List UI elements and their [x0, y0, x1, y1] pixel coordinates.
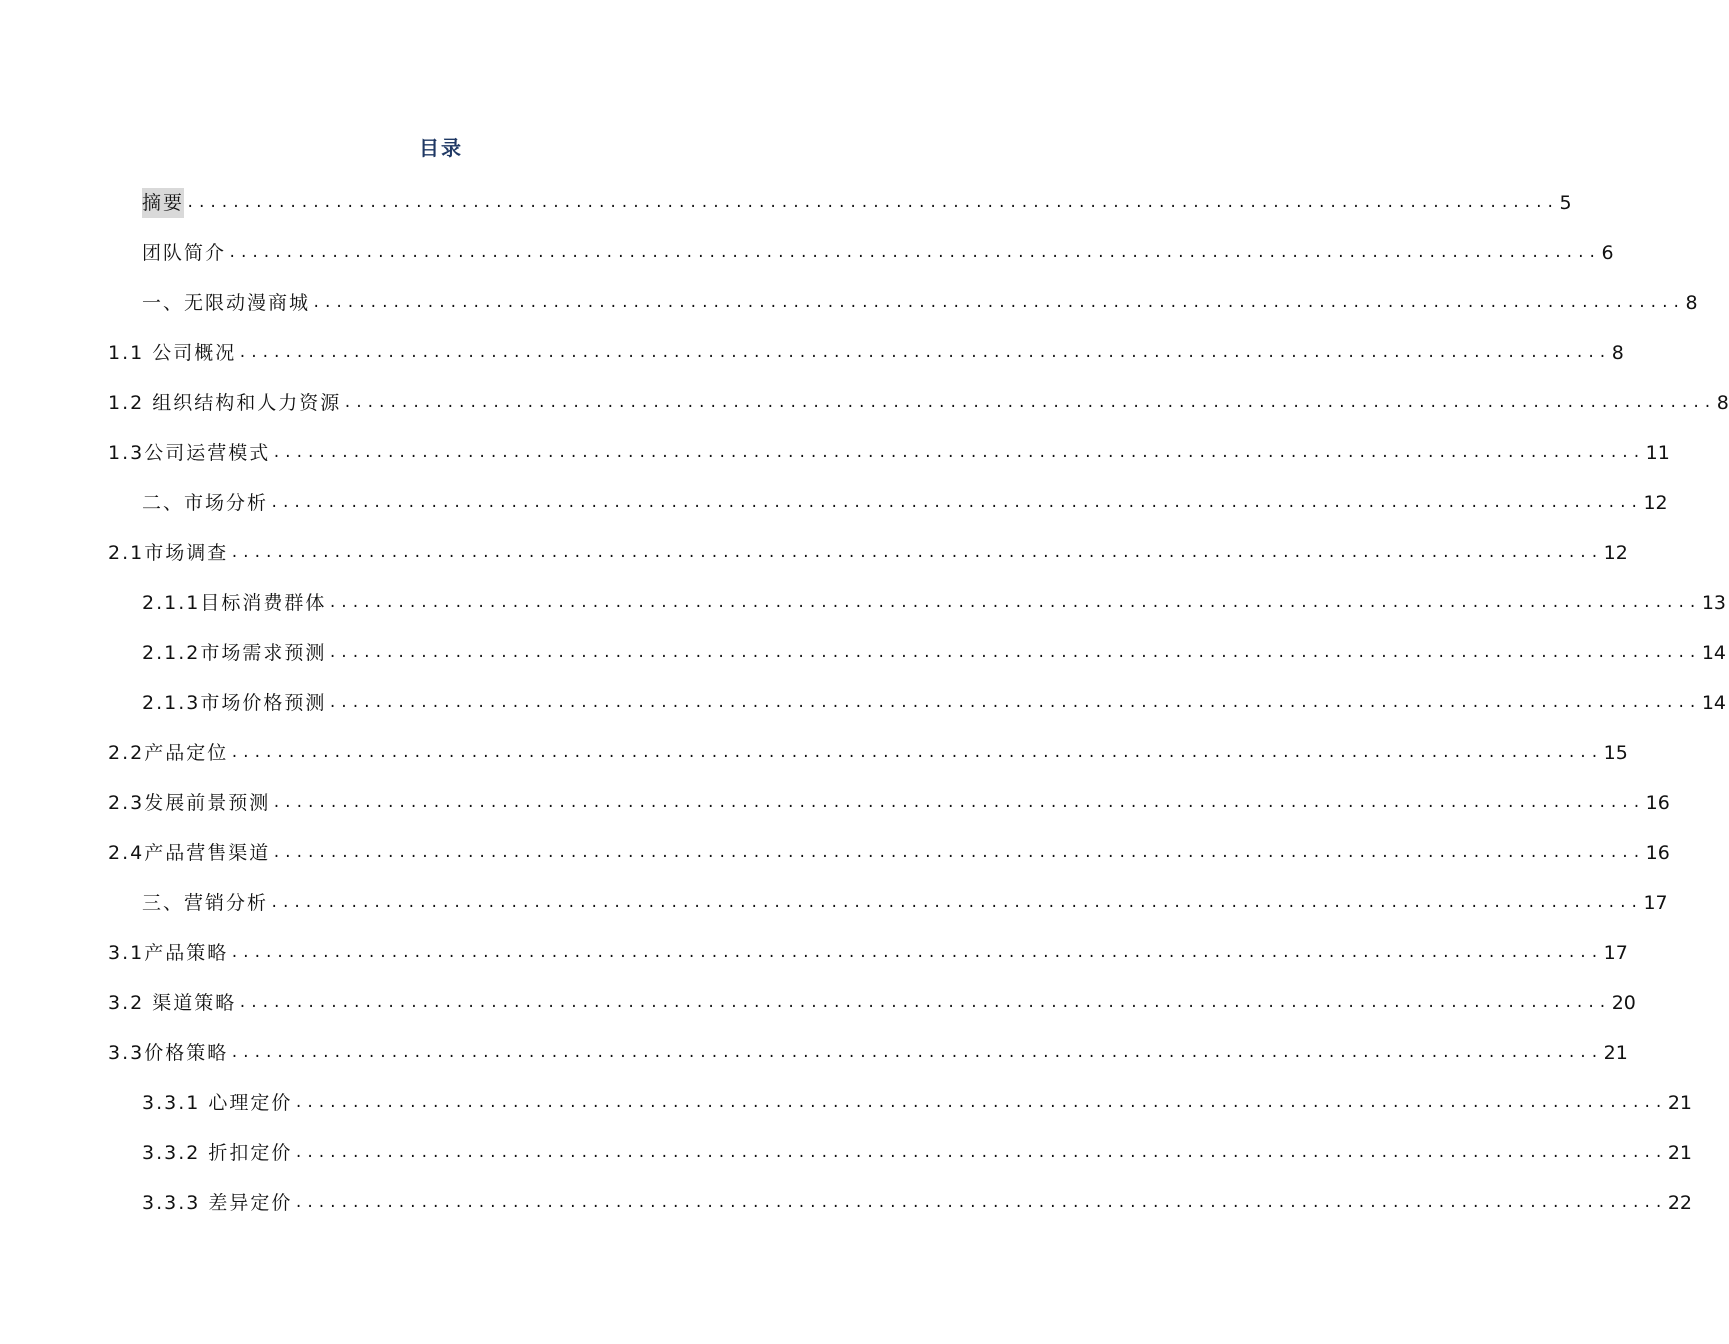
toc-entry-page: 14: [1701, 642, 1726, 664]
toc-entry-label: 2.1市场调查: [108, 542, 229, 564]
toc-entry[interactable]: [142, 488, 1668, 518]
toc-leader-dots: ........................................................................................................................: [328, 595, 1700, 611]
toc-entry[interactable]: [142, 1188, 1693, 1218]
toc-entry[interactable]: [142, 888, 1668, 918]
toc-entry-page: 6: [1601, 242, 1614, 264]
toc-entry-label: 二、市场分析: [142, 492, 269, 514]
toc-entry-label: 摘要: [142, 188, 184, 218]
toc-leader-dots: ........................................................................................................................: [270, 895, 1642, 911]
toc-entry-label: 3.3价格策略: [108, 1042, 229, 1064]
toc-entry[interactable]: [108, 738, 1628, 768]
toc-leader-dots: ........................................................................................................................: [272, 845, 1644, 861]
toc-entry-label: 3.3.3 差异定价: [142, 1192, 293, 1214]
toc-entry-label: 2.1.2市场需求预测: [142, 642, 327, 664]
toc-leader-dots: ........................................................................................................................: [230, 1045, 1602, 1061]
toc-entry-label: 3.3.1 心理定价: [142, 1092, 293, 1114]
toc-leader-dots: ........................................................................................................................: [228, 245, 1600, 261]
toc-entry-page: 8: [1611, 342, 1624, 364]
toc-entry-page: 15: [1603, 742, 1628, 764]
toc-entry[interactable]: [108, 1038, 1628, 1068]
toc-leader-dots: ........................................................................................................................: [238, 995, 1610, 1011]
toc-entry[interactable]: [108, 988, 1636, 1018]
toc-entry-page: 11: [1645, 442, 1670, 464]
toc-entry[interactable]: [142, 1088, 1693, 1118]
toc-entry-page: 22: [1667, 1192, 1693, 1214]
toc-entry-label: 三、营销分析: [142, 892, 269, 914]
toc-entry[interactable]: [108, 938, 1628, 968]
toc-entry[interactable]: [108, 788, 1670, 818]
toc-entry-label: 团队简介: [142, 242, 227, 264]
toc-entry[interactable]: [142, 238, 1614, 268]
toc-entry-label: 1.2 组织结构和人力资源: [108, 392, 342, 414]
toc-leader-dots: ........................................................................................................................: [186, 195, 1558, 211]
toc-leader-dots: ........................................................................................................................: [270, 495, 1642, 511]
toc-leader-dots: ........................................................................................................................: [272, 445, 1644, 461]
toc-leader-dots: ........................................................................................................................: [294, 1095, 1666, 1111]
toc-entry-page: 17: [1643, 892, 1668, 914]
toc-entry[interactable]: [142, 1138, 1693, 1168]
toc-leader-dots: ........................................................................................................................: [272, 795, 1644, 811]
toc-entry-page: 20: [1611, 992, 1636, 1014]
toc-entry-page: 12: [1603, 542, 1628, 564]
toc-entry[interactable]: [142, 688, 1726, 718]
toc-entry[interactable]: [108, 838, 1670, 868]
toc-entry[interactable]: [108, 388, 1729, 418]
toc-entry-label: 2.2产品定位: [108, 742, 229, 764]
toc-entry[interactable]: [142, 638, 1726, 668]
toc-entry-page: 16: [1645, 842, 1670, 864]
toc-entry[interactable]: [142, 188, 1572, 218]
toc-leader-dots: ........................................................................................................................: [343, 395, 1715, 411]
toc-entry-page: 21: [1667, 1092, 1693, 1114]
toc-entry[interactable]: [108, 338, 1624, 368]
toc-leader-dots: ........................................................................................................................: [238, 345, 1610, 361]
toc-entry[interactable]: [108, 538, 1628, 568]
toc-leader-dots: ........................................................................................................................: [230, 545, 1602, 561]
toc-entry-label: 2.3发展前景预测: [108, 792, 271, 814]
toc-entry-page: 17: [1603, 942, 1628, 964]
toc-entry-page: 14: [1701, 692, 1726, 714]
toc-entry-page: 8: [1685, 292, 1698, 314]
toc-entry-page: 16: [1645, 792, 1670, 814]
toc-entry-page: 5: [1559, 192, 1572, 214]
toc-leader-dots: ........................................................................................................................: [230, 945, 1602, 961]
toc-entry-label: 一、无限动漫商城: [142, 292, 311, 314]
toc-leader-dots: ........................................................................................................................: [328, 645, 1700, 661]
toc-entry[interactable]: [108, 438, 1670, 468]
toc-leader-dots: ........................................................................................................................: [312, 295, 1684, 311]
toc-leader-dots: ........................................................................................................................: [328, 695, 1700, 711]
toc-leader-dots: ........................................................................................................................: [294, 1195, 1666, 1211]
toc-entry-page: 21: [1603, 1042, 1628, 1064]
toc-entry-label: 3.3.2 折扣定价: [142, 1142, 293, 1164]
toc-entry-label: 1.1 公司概况: [108, 342, 237, 364]
toc-title: 目录: [419, 136, 463, 160]
toc-entry-label: 2.4产品营售渠道: [108, 842, 271, 864]
toc-entry-label: 3.2 渠道策略: [108, 992, 237, 1014]
toc-entry-label: 2.1.1目标消费群体: [142, 592, 327, 614]
toc-leader-dots: ........................................................................................................................: [294, 1145, 1666, 1161]
toc-leader-dots: ........................................................................................................................: [230, 745, 1602, 761]
toc-entry-label: 2.1.3市场价格预测: [142, 692, 327, 714]
toc-entry-label: 1.3公司运营模式: [108, 442, 271, 464]
toc-entry-page: 21: [1667, 1142, 1693, 1164]
toc-entry-page: 12: [1643, 492, 1668, 514]
toc-entry[interactable]: [142, 588, 1726, 618]
toc-entry-page: 8: [1716, 392, 1729, 414]
toc-entry-page: 13: [1701, 592, 1726, 614]
toc-entry[interactable]: [142, 288, 1698, 318]
toc-entry-label: 3.1产品策略: [108, 942, 229, 964]
